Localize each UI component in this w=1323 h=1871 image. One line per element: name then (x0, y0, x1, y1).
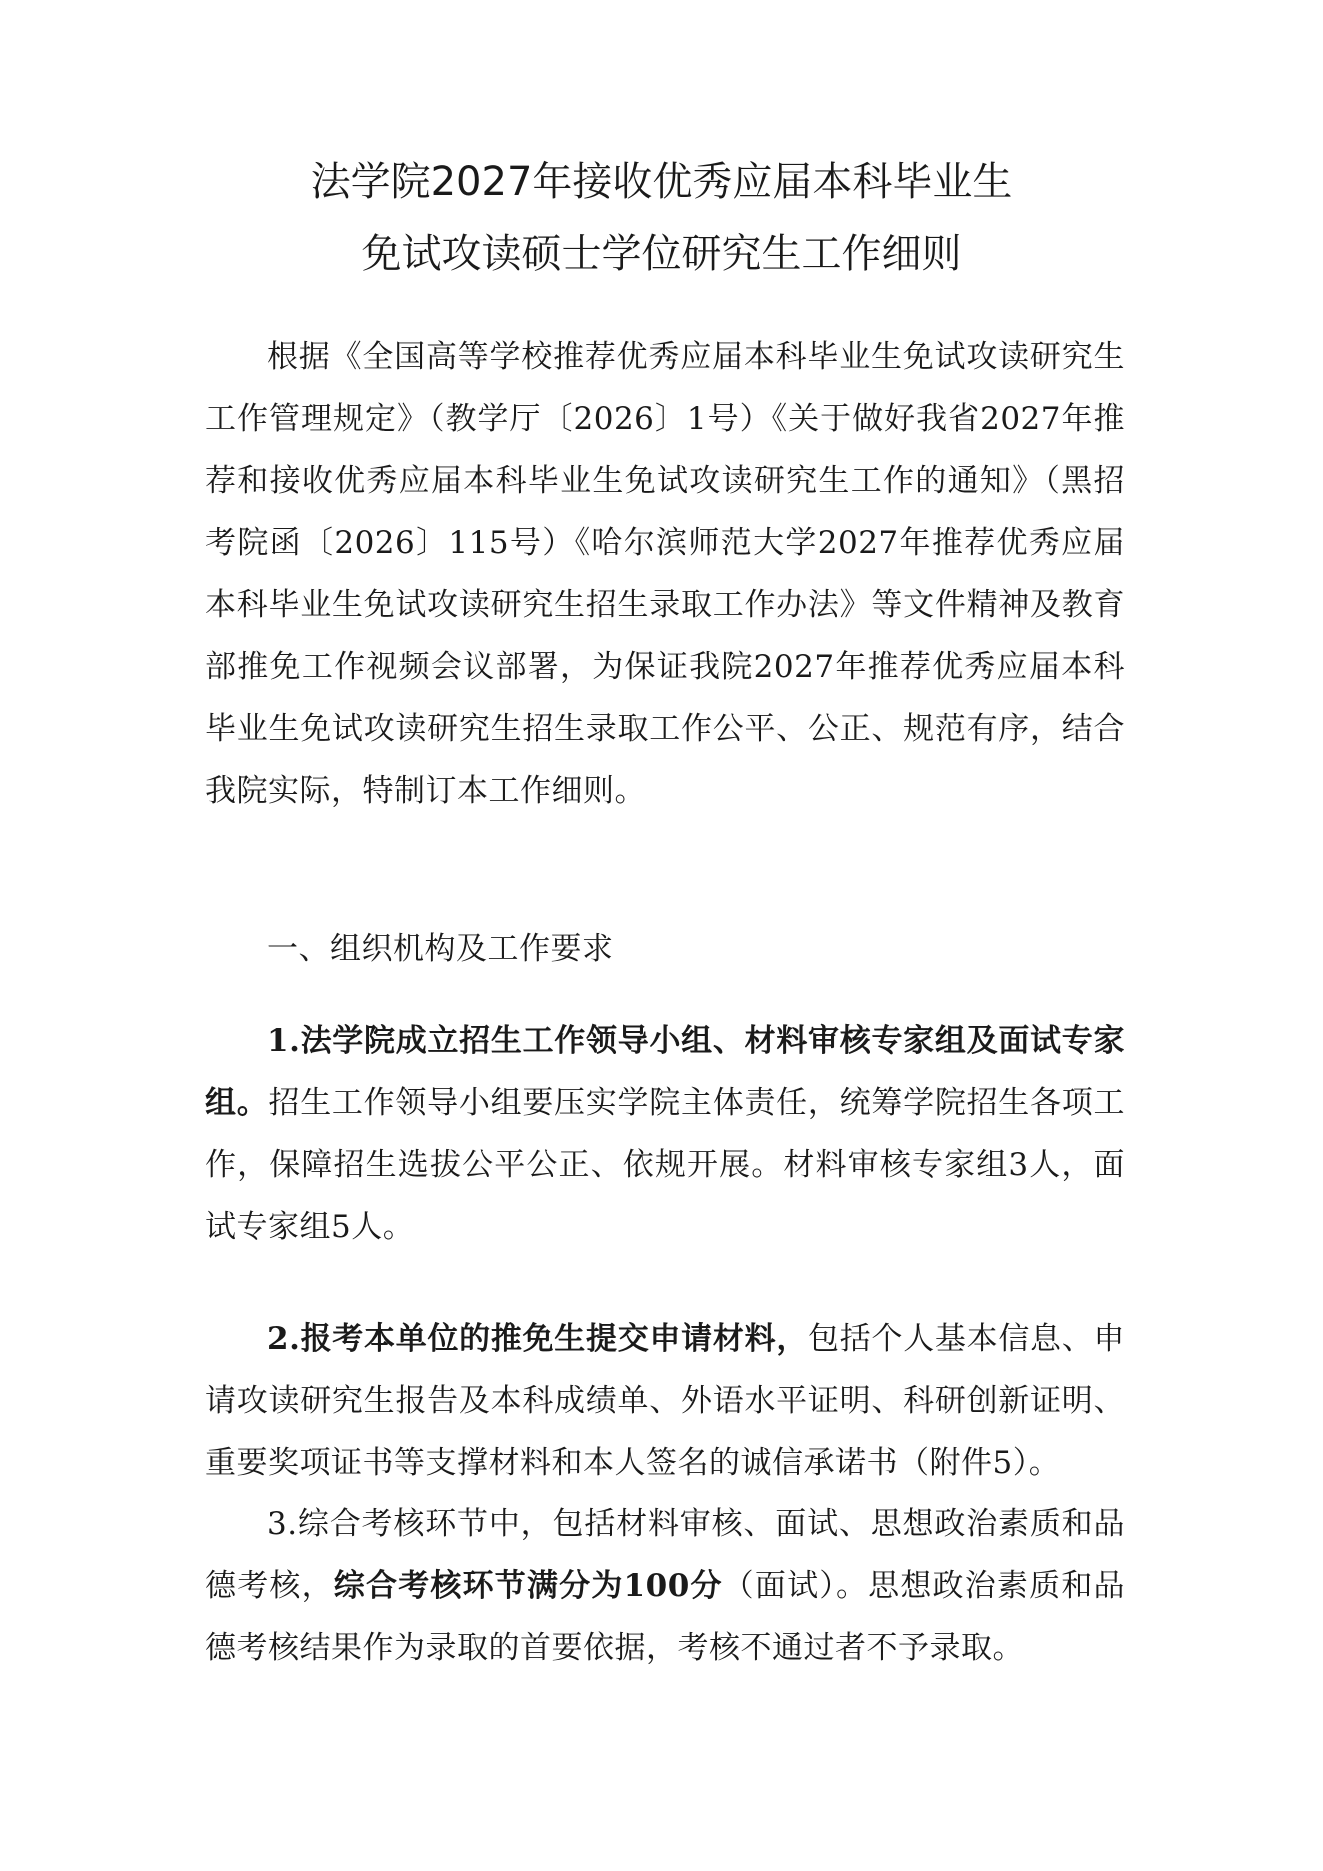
document-title-line-2: 免试攻读硕士学位研究生工作细则 (361, 231, 962, 277)
item-1-bold-text: 1.法学院成立招生工作领导小组、材料审核专家组及面试专家组。 (205, 1023, 1125, 1121)
section-heading-1: 一、组织机构及工作要求 (267, 931, 614, 967)
intro-paragraph: 根据《全国高等学校推荐优秀应届本科毕业生免试攻读研究生工作管理规定》（教学厅〔2026〕1号）《关于做好我省2027年推荐和接收优秀应届本科毕业生免试攻读研究生工作的通知》（黑招考院函〔2026〕115号）《哈尔滨师范大学2027年推荐优秀应届本科毕业生免试攻读研究生招生录取工作办法》等文件精神及教育部推免工作视频会议部署，为保证我院2027年推荐优秀应届本科毕业生免试攻读研究生招生录取工作公平、公正、规范有序，结合我院实际，特制订本工作细则。 (205, 339, 1125, 809)
item-2-paragraph (205, 1308, 1125, 1494)
item-3-bold-text: 综合考核环节满分为100分 (333, 1568, 723, 1604)
item-2-bold-text: 2.报考本单位的推免生提交申请材料， (267, 1321, 809, 1357)
item-3-text-b: （面试）。思想政治素质和品德考核结果作为录取的首要依据，考核不通过者不予录取。 (205, 1568, 1126, 1666)
item-3-paragraph (205, 1493, 1125, 1679)
item-2-text: 包括个人基本信息、申请攻读研究生报告及本科成绩单、外语水平证明、科研创新证明、重要奖项证书等支撑材料和本人签名的诚信承诺书（附件5）。 (205, 1321, 1125, 1481)
item-3-text-a: 3.综合考核环节中，包括材料审核、面试、思想政治素质和品德考核， (205, 1506, 1125, 1604)
item-1-text: 招生工作领导小组要压实学院主体责任，统筹学院招生各项工作，保障招生选拔公平公正、依规开展。材料审核专家组3人，面试专家组5人。 (205, 1085, 1126, 1245)
document-title-line-1: 法学院2027年接收优秀应届本科毕业生 (310, 159, 1013, 205)
item-1-paragraph (205, 1010, 1125, 1258)
